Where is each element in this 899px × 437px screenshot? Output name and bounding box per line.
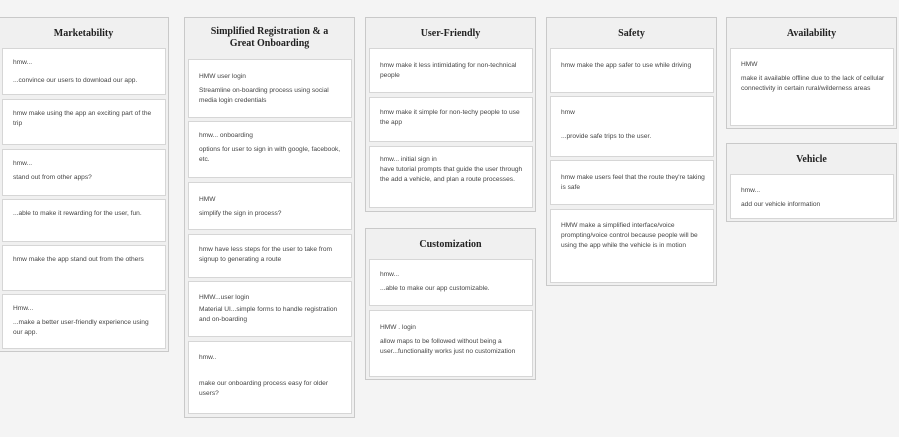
sticky-note[interactable] bbox=[2, 294, 166, 349]
note-heading: hmw.. bbox=[199, 354, 217, 361]
sticky-note[interactable] bbox=[2, 245, 166, 291]
note-text: Material UI...simple forms to handle registration and on-boarding bbox=[199, 305, 338, 323]
note-text: ...able to make it rewarding for the user, fun. bbox=[13, 210, 142, 217]
note-text: options for user to sign in with google, facebook, etc. bbox=[199, 145, 341, 163]
note-text: ...make a better user-friendly experience using our app. bbox=[13, 318, 149, 336]
note-text: add our vehicle information bbox=[741, 200, 821, 208]
column-marketability bbox=[0, 17, 169, 352]
column-customization bbox=[365, 228, 536, 380]
note-text: ...able to make our app customizable. bbox=[380, 284, 490, 292]
note-text: hmw make the app safer to use while driving bbox=[561, 62, 692, 69]
column-safety bbox=[546, 17, 717, 286]
note-heading: hmw... bbox=[380, 271, 400, 278]
note-text: allow maps to be followed without being a user...functionality works just no customization bbox=[380, 337, 516, 355]
note-text: make it available offline due to the lack of cellular connectivity in certain rural/wilderness areas bbox=[741, 74, 885, 92]
note-heading: hmw bbox=[561, 109, 575, 116]
note-heading: HMW user login bbox=[199, 73, 246, 80]
sticky-note[interactable] bbox=[188, 234, 352, 278]
note-text: HMW make a simplified interface/voice prompting/voice control because people will be using the app while the vehicle is in motion bbox=[561, 222, 698, 249]
sticky-note[interactable] bbox=[188, 121, 352, 178]
column-title: Safety bbox=[618, 28, 645, 39]
sticky-note[interactable] bbox=[730, 48, 894, 126]
note-text: hmw make the app stand out from the others bbox=[13, 256, 144, 263]
sticky-note[interactable] bbox=[2, 149, 166, 196]
column-user-friendly bbox=[365, 17, 536, 212]
note-text: Streamline on-boarding process using social media login credentials bbox=[199, 86, 329, 104]
sticky-note[interactable] bbox=[730, 174, 894, 219]
note-heading: hmw... onboarding bbox=[199, 132, 253, 139]
note-text: ...provide safe trips to the user. bbox=[561, 132, 652, 140]
sticky-note[interactable] bbox=[369, 97, 533, 142]
sticky-note[interactable] bbox=[2, 48, 166, 95]
sticky-note[interactable] bbox=[188, 182, 352, 230]
note-text: ...convince our users to download our app. bbox=[13, 76, 138, 84]
column-title: Customization bbox=[419, 239, 482, 250]
note-text: hmw make it less intimidating for non-technical people bbox=[380, 62, 517, 79]
note-heading: hmw... bbox=[741, 187, 761, 194]
sticky-note[interactable] bbox=[188, 341, 352, 414]
sticky-note[interactable] bbox=[188, 281, 352, 337]
note-text: stand out from other apps? bbox=[13, 173, 92, 181]
column-title: Availability bbox=[786, 28, 837, 39]
sticky-note[interactable] bbox=[550, 96, 714, 157]
sticky-note[interactable] bbox=[2, 199, 166, 242]
column-availability bbox=[726, 17, 897, 129]
note-heading: hmw... bbox=[13, 160, 33, 167]
note-heading: HMW bbox=[199, 196, 216, 203]
sticky-note[interactable] bbox=[550, 160, 714, 205]
sticky-note[interactable] bbox=[550, 209, 714, 283]
note-heading: hmw... bbox=[13, 59, 33, 66]
column-title: Marketability bbox=[53, 28, 114, 39]
note-text: hmw make users feel that the route they're taking is safe bbox=[561, 174, 705, 191]
note-text: have tutorial prompts that guide the user through the add a vehicle, and plan a route processes. bbox=[380, 165, 523, 183]
sticky-note[interactable] bbox=[369, 259, 533, 306]
note-text: hmw make using the app an exciting part of the trip bbox=[13, 110, 152, 127]
note-heading: HMW...user login bbox=[199, 294, 250, 301]
note-heading: hmw... initial sign in bbox=[380, 156, 437, 163]
sticky-note[interactable] bbox=[188, 59, 352, 118]
note-text: simplify the sign in process? bbox=[199, 209, 282, 217]
sticky-note[interactable] bbox=[369, 146, 533, 208]
column-title: Simplified Registration & a Great Onboarding bbox=[210, 26, 329, 49]
column-title: User-Friendly bbox=[420, 28, 481, 39]
sticky-note[interactable] bbox=[369, 48, 533, 93]
note-heading: HMW bbox=[741, 61, 758, 68]
sticky-note[interactable] bbox=[550, 48, 714, 93]
note-heading: Hmw... bbox=[13, 305, 34, 312]
note-text: hmw make it simple for non-techy people to use the app bbox=[380, 109, 520, 126]
sticky-note[interactable] bbox=[369, 310, 533, 377]
note-heading: HMW . login bbox=[380, 324, 416, 331]
column-title: Vehicle bbox=[796, 154, 827, 165]
sticky-note[interactable] bbox=[2, 99, 166, 145]
column-registration bbox=[184, 17, 355, 418]
note-text: make our onboarding process easy for older users? bbox=[199, 379, 329, 397]
column-vehicle bbox=[726, 143, 897, 222]
note-text: hmw have less steps for the user to take from signup to generating a route bbox=[199, 246, 333, 263]
